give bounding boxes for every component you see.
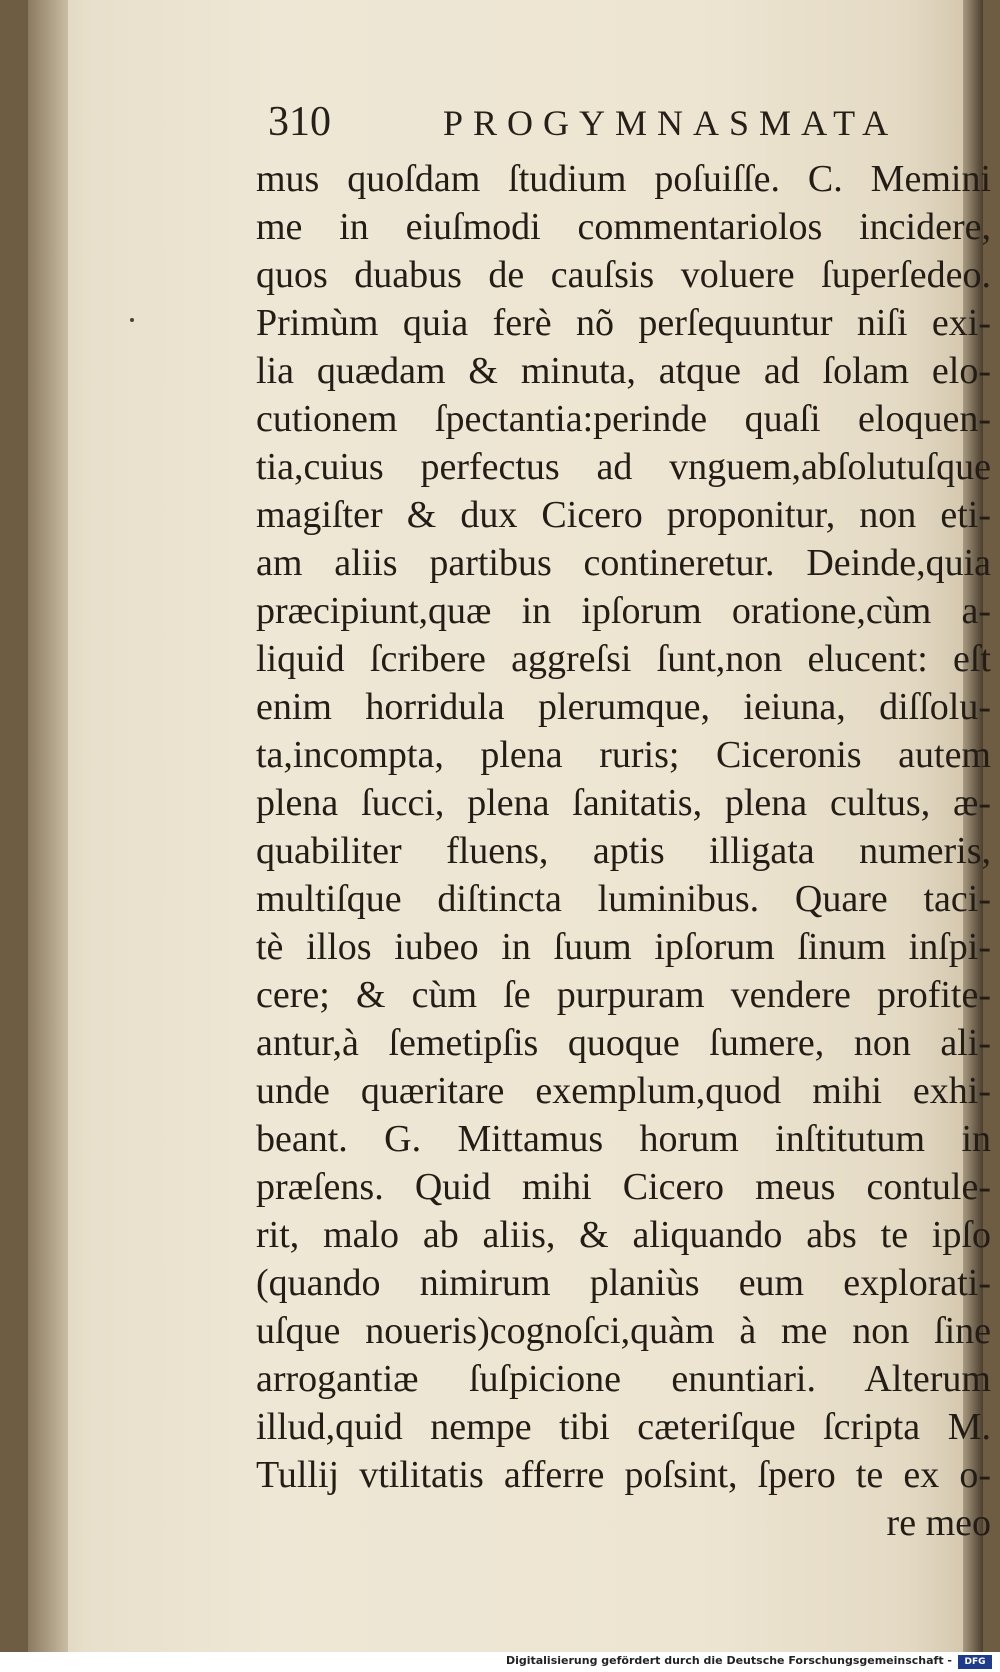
funding-credit: Digitalisierung gefördert durch die Deutsche Forschungsgemeinschaft - [505, 1654, 952, 1667]
text-line: antur,à ſemetipſis quoque ſumere, non ali- [256, 1022, 991, 1064]
text-line: beant. G. Mittamus horum inſtitutum in [256, 1118, 991, 1160]
text-line: am aliis partibus contineretur. Deinde,quia [256, 542, 991, 584]
text-line: arrogantiæ ſuſpicione enuntiari. Alterum [256, 1358, 991, 1400]
page-gutter-shadow [28, 0, 68, 1652]
digitization-footer [0, 1652, 1000, 1672]
text-line: multiſque diſtincta luminibus. Quare taci- [256, 878, 991, 920]
text-line: illud,quid nempe tibi cæteriſque ſcripta M. [256, 1406, 991, 1448]
text-line: magiſter & dux Cicero proponitur, non eti- [256, 494, 991, 536]
text-line: rit, malo ab aliis, & aliquando abs te ipſo [256, 1214, 991, 1256]
text-line: liquid ſcribere aggreſsi ſunt,non elucent: eſt [256, 638, 991, 680]
text-line: ta,incompta, plena ruris; Ciceronis autem [256, 734, 991, 776]
text-line: lia quædam & minuta, atque ad ſolam elo- [256, 350, 991, 392]
margin-mark [130, 318, 134, 322]
text-line: tia,cuius perfectus ad vnguem,abſolutuſque [256, 446, 991, 488]
text-line: cutionem ſpectantia:perinde quaſi eloquen- [256, 398, 991, 440]
text-line: Tullij vtilitatis afferre poſsint, ſpero te ex o- [256, 1454, 991, 1496]
page-header [268, 98, 988, 148]
text-line: cere; & cùm ſe purpuram vendere profite- [256, 974, 991, 1016]
text-line: me in eiuſmodi commentariolos incidere, [256, 206, 991, 248]
text-line: unde quæritare exemplum,quod mihi exhi- [256, 1070, 991, 1112]
text-line: quabiliter fluens, aptis illigata numeris, [256, 830, 991, 872]
page-number: 310 [268, 99, 331, 145]
text-line: Primùm quia ferè nõ perſequuntur niſi exi- [256, 302, 991, 344]
text-line: (quando nimirum planiùs eum explorati- [256, 1262, 991, 1304]
dfg-logo: DFG [958, 1655, 992, 1669]
text-line: præſens. Quid mihi Cicero meus contule- [256, 1166, 991, 1208]
book-page [28, 0, 991, 1652]
text-line: enim horridula plerumque, ieiuna, diſſolu- [256, 686, 991, 728]
text-line: mus quoſdam ſtudium poſuiſſe. C. Memini [256, 158, 991, 200]
text-line: plena ſucci, plena ſanitatis, plena cultus, æ- [256, 782, 991, 824]
text-line: re meo [886, 1502, 991, 1544]
text-line: quos duabus de cauſsis voluere ſuperſedeo. [256, 254, 991, 296]
body-text [256, 155, 991, 1547]
text-line: tè illos iubeo in ſuum ipſorum ſinum inſpi- [256, 926, 991, 968]
running-title: PROGYMNASMATA [443, 103, 899, 143]
text-line: præcipiunt,quæ in ipſorum oratione,cùm a- [256, 590, 991, 632]
text-line: uſque noueris)cognoſci,quàm à me non ſine [256, 1310, 991, 1352]
